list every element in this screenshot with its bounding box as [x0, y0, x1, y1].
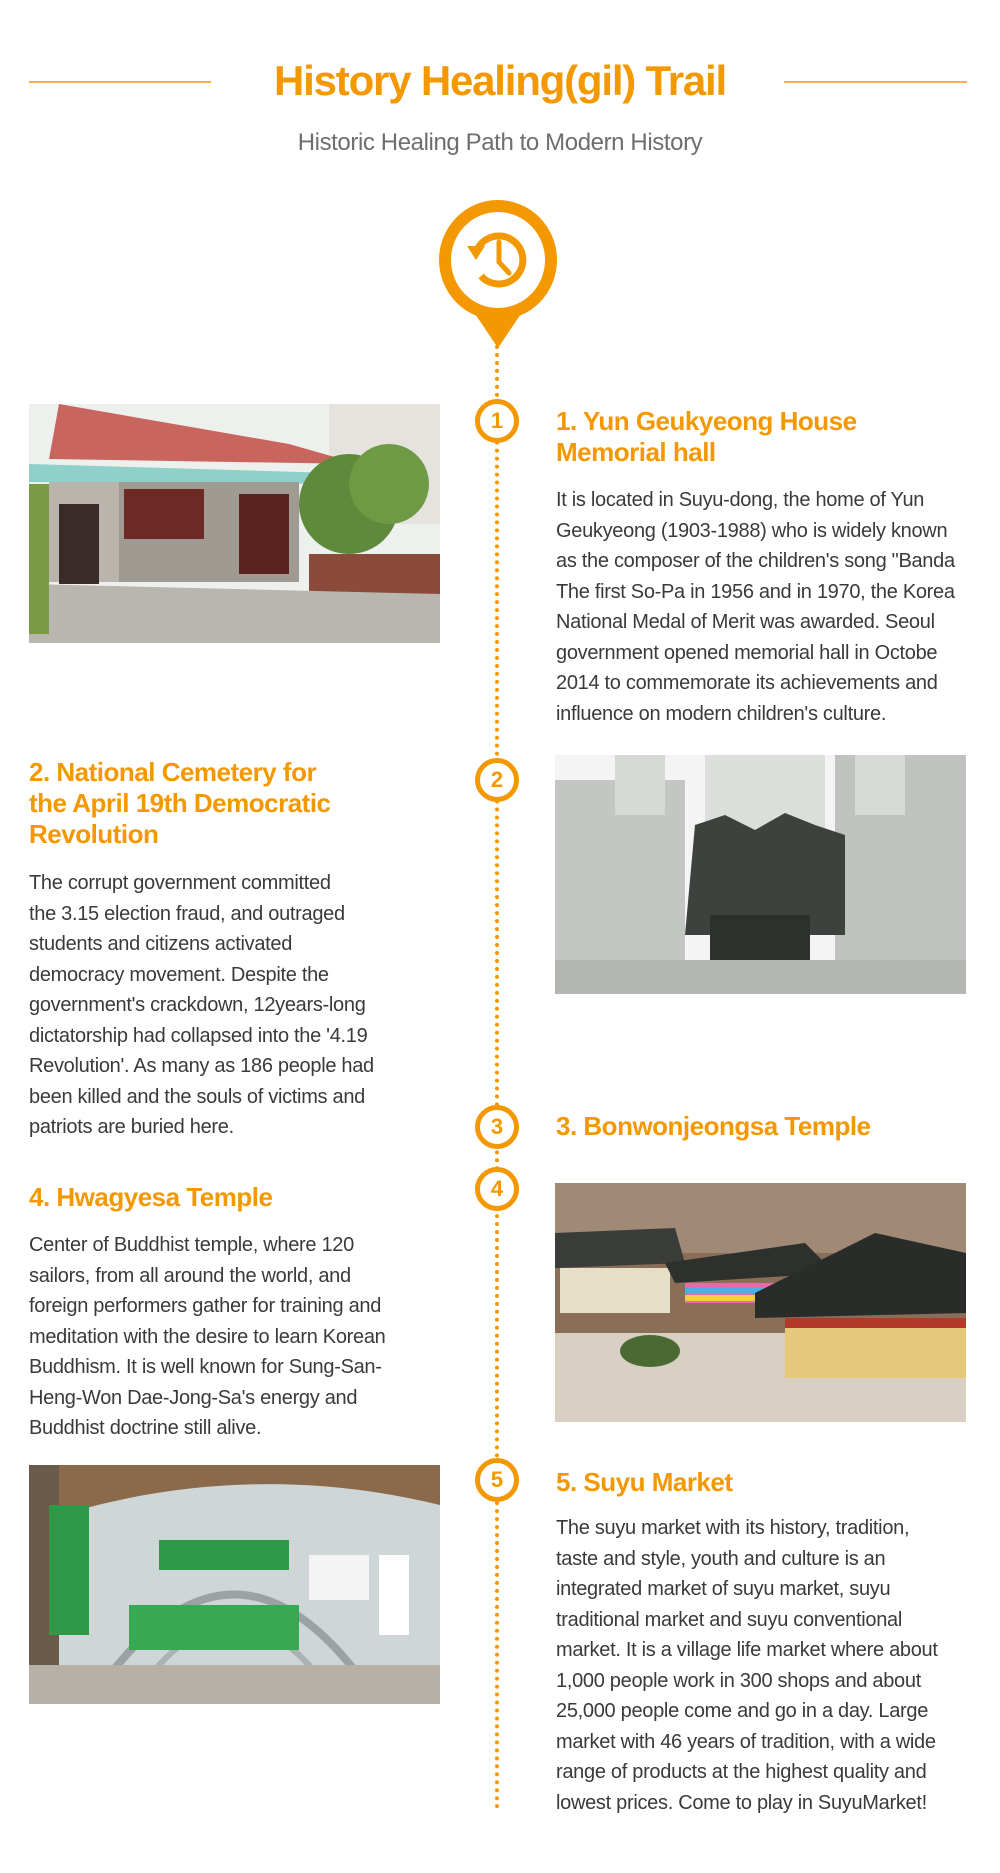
trail-marker-2: 2 — [475, 758, 519, 802]
item-4-description — [29, 1230, 386, 1444]
item-3-title — [556, 1111, 871, 1142]
trail-marker-4: 4 — [475, 1167, 519, 1211]
trail-dotted-line — [495, 345, 499, 1810]
text-line: integrated market of suyu market, suyu — [556, 1578, 891, 1600]
item-5-description — [556, 1513, 938, 1818]
text-line: traditional market and suyu conventional — [556, 1608, 902, 1631]
trail-marker-5: 5 — [475, 1458, 519, 1502]
text-line: taste and style, youth and culture is an — [556, 1547, 886, 1570]
text-line: The first So-Pa in 1956 and in 1970, the Korea — [556, 580, 955, 603]
text-line: democracy movement. Despite the — [29, 963, 329, 986]
text-line: as the composer of the children's song "Banda — [556, 550, 955, 572]
text-line: government opened memorial hall in Octobe — [556, 641, 938, 664]
text-line: range of products at the highest quality and — [556, 1761, 927, 1783]
april-19th-cemetery-photo — [555, 755, 966, 994]
text-line: patriots are buried here. — [29, 1116, 234, 1138]
text-line: government's crackdown, 12years-long — [29, 994, 366, 1016]
text-line: sailors, from all around the world, and — [29, 1264, 351, 1287]
text-line: influence on modern children's culture. — [556, 702, 887, 725]
title-line: the April 19th Democratic — [29, 788, 331, 818]
text-line: The suyu market with its history, tradition, — [556, 1517, 910, 1539]
text-line: foreign performers gather for training and — [29, 1295, 382, 1317]
title-line: 4. Hwagyesa Temple — [29, 1182, 273, 1212]
text-line: lowest prices. Come to play in SuyuMarket! — [556, 1791, 927, 1814]
title-line: Revolution — [29, 819, 159, 849]
item-2-description — [29, 868, 374, 1143]
page-title: History Healing(gil) Trail — [274, 57, 726, 104]
title-line: 2. National Cemetery for — [29, 757, 317, 787]
item-1-description — [556, 485, 955, 729]
suyu-market-photo — [29, 1465, 440, 1704]
history-clock-pin-icon — [437, 200, 559, 350]
page-subtitle: Historic Healing Path to Modern History — [297, 129, 703, 156]
title-line: Memorial hall — [556, 437, 716, 467]
yun-geukyeong-house-photo — [29, 404, 440, 643]
hwagyesa-temple-photo — [555, 1183, 966, 1422]
title-line: 1. Yun Geukyeong House — [556, 406, 857, 436]
text-line: Buddhist doctrine still alive. — [29, 1417, 262, 1439]
text-line: students and citizens activated — [29, 933, 293, 955]
text-line: the 3.15 election fraud, and outraged — [29, 902, 345, 925]
text-line: 1,000 people work in 300 shops and about — [556, 1669, 921, 1692]
trail-marker-3: 3 — [475, 1105, 519, 1149]
text-line: meditation with the desire to learn Korean — [29, 1325, 386, 1348]
text-line: market with 46 years of tradition, with a wide — [556, 1730, 936, 1753]
text-line: National Medal of Merit was awarded. Seoul — [556, 611, 935, 633]
item-5-title — [556, 1467, 733, 1498]
title-line: 5. Suyu Market — [556, 1467, 733, 1497]
text-line: Revolution'. As many as 186 people had — [29, 1055, 374, 1077]
text-line: 25,000 people come and go in a day. Large — [556, 1700, 929, 1722]
text-line: 2014 to commemorate its achievements and — [556, 672, 938, 694]
text-line: been killed and the souls of victims and — [29, 1085, 365, 1108]
text-line: It is located in Suyu-dong, the home of Yun — [556, 489, 925, 511]
text-line: Buddhism. It is well known for Sung-San- — [29, 1356, 382, 1378]
item-4-title — [29, 1182, 272, 1213]
text-line: Heng-Won Dae-Jong-Sa's energy and — [29, 1386, 358, 1409]
text-line: market. It is a village life market where about — [556, 1639, 938, 1661]
item-2-title — [29, 757, 331, 850]
text-line: Geukyeong (1903-1988) who is widely known — [556, 519, 948, 542]
title-line: 3. Bonwonjeongsa Temple — [556, 1111, 871, 1141]
text-line: The corrupt government committed — [29, 872, 331, 894]
text-line: Center of Buddhist temple, where 120 — [29, 1234, 354, 1256]
item-1-title — [556, 406, 857, 468]
trail-marker-1: 1 — [475, 399, 519, 443]
text-line: dictatorship had collapsed into the '4.19 — [29, 1024, 368, 1047]
